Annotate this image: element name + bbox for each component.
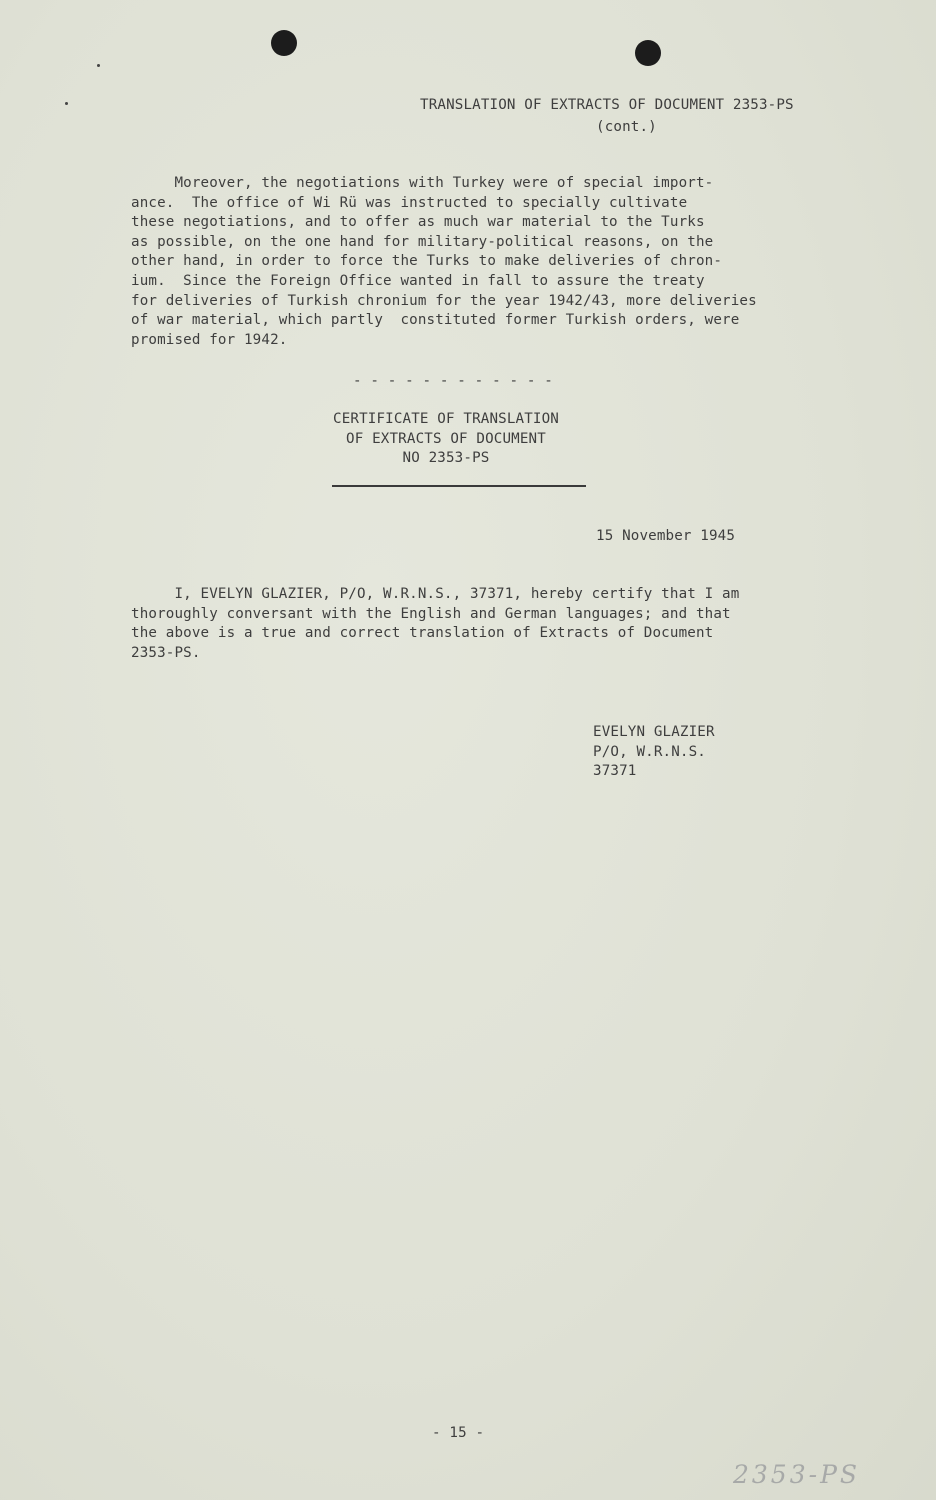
punch-hole-left [271, 30, 297, 56]
dashed-separator: - - - - - - - - - - - - [353, 373, 553, 389]
certificate-title: CERTIFICATE OF TRANSLATION OF EXTRACTS OF DOCUMENT NO 2353-PS [333, 411, 559, 467]
document-title: TRANSLATION OF EXTRACTS OF DOCUMENT 2353-PS [420, 97, 794, 113]
signature-rank: P/O, W.R.N.S. [593, 743, 706, 760]
signature-name: EVELYN GLAZIER [593, 724, 715, 740]
document-subtitle: (cont.) [596, 119, 657, 135]
signature-number: 37371 [593, 763, 637, 780]
paper-speck [65, 102, 68, 105]
certificate-date: 15 November 1945 [596, 528, 736, 544]
body-paragraph: Moreover, the negotiations with Turkey were of special import- ance. The office of Wi Rü was instructed to specially cultivate these negotiations, and to offer as much war material to the Turks as possible, on the one hand for military-political reasons, on the other hand, in order to force the Turks to make deliveries of chron- ium. Since the Foreign Office wanted in fall to assure the treaty for deliveries of Turkish chronium for the year 1942/43, more deliveries of war material, which partly constituted former Turkish orders, were promised for 1942. [131, 175, 757, 348]
page-number: - 15 - [432, 1425, 485, 1441]
paper-speck [97, 64, 100, 67]
handwritten-document-number: 2353-PS [733, 1460, 861, 1489]
certificate-underline [332, 485, 586, 487]
signature-block [593, 723, 715, 782]
punch-hole-right [635, 40, 661, 66]
certificate-statement: I, EVELYN GLAZIER, P/O, W.R.N.S., 37371, hereby certify that I am thoroughly conversant with the English and German languages; and that the above is a true and correct translation of Extracts of Document 2353-PS. [131, 586, 740, 661]
